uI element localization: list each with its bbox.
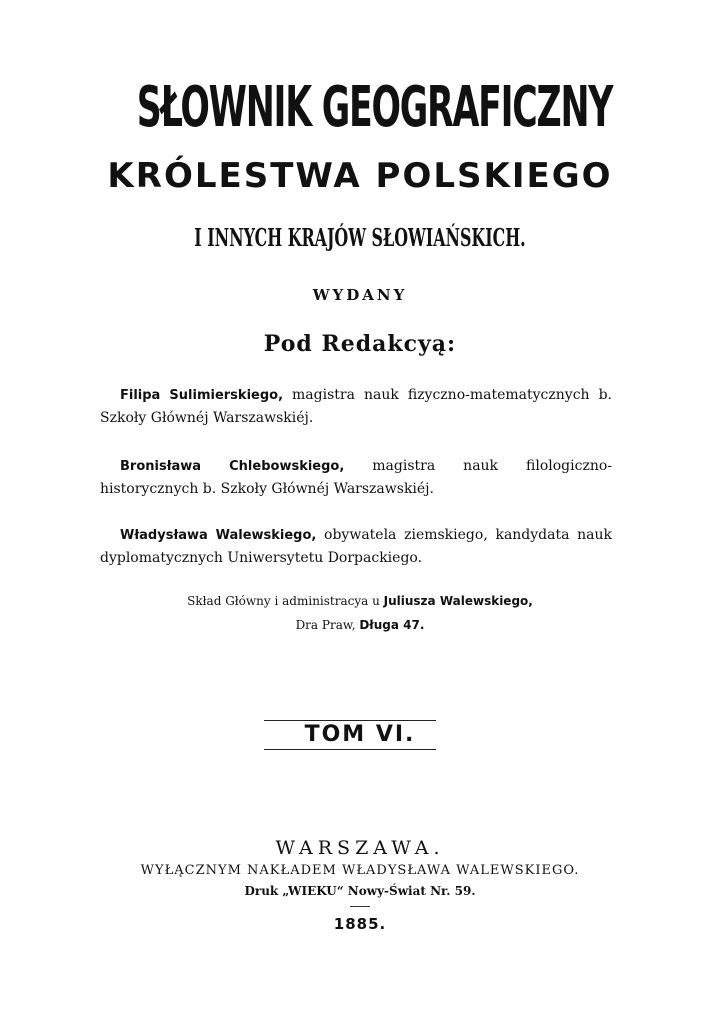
volume-number: TOM VI. <box>304 722 416 747</box>
subtitle-2: I INNYCH KRAJÓW SŁOWIAŃSKICH. <box>194 223 526 252</box>
editor-description: obywatela ziemskiego, kandydata nauk dyplomatycznych Uniwersytetu Dorpackiego. <box>100 527 612 566</box>
wydany-label: WYDANY <box>312 286 408 304</box>
editorship-label: Pod Redakcyą: <box>263 331 457 357</box>
subtitle: KRÓLESTWA POLSKIEGO <box>107 156 613 196</box>
volume-rule-bottom <box>264 749 436 750</box>
imprint-printer: Druk „WIEKU“ Nowy-Świat Nr. 59. <box>244 884 476 898</box>
imprint-publisher: WYŁĄCZNYM NAKŁADEM WŁADYSŁAWA WALEWSKIEGO. <box>140 863 580 878</box>
imprint-city: WARSZAWA. <box>275 837 445 859</box>
imprint-divider <box>350 906 370 907</box>
imprint-year: 1885. <box>333 915 387 933</box>
editor-2 <box>100 455 612 500</box>
distribution-prefix: Skład Główny i administracya u <box>187 594 384 608</box>
main-title: SŁOWNIK GEOGRAFICZNY <box>136 75 613 140</box>
volume-rule-top <box>264 720 436 721</box>
editor-3 <box>100 524 612 569</box>
address-prefix: Dra Praw, <box>295 618 360 632</box>
editor-1 <box>100 384 612 429</box>
distributor-name: Juliusza Walewskiego, <box>383 594 533 608</box>
editor-name: Władysława Walewskiego, <box>120 528 317 543</box>
editor-description: magistra nauk filologiczno-historycznych b. Szkoły Głównéj Warszawskiéj. <box>100 458 612 497</box>
address-line <box>0 618 720 632</box>
editor-name: Filipa Sulimierskiego, <box>120 388 284 403</box>
distribution-line <box>0 594 720 608</box>
editor-description: magistra nauk fizyczno-matematycznych b. Szkoły Głównéj Warszawskiéj. <box>100 387 612 426</box>
editor-name: Bronisława Chlebowskiego, <box>120 459 345 474</box>
address-street: Długa 47. <box>359 618 425 632</box>
